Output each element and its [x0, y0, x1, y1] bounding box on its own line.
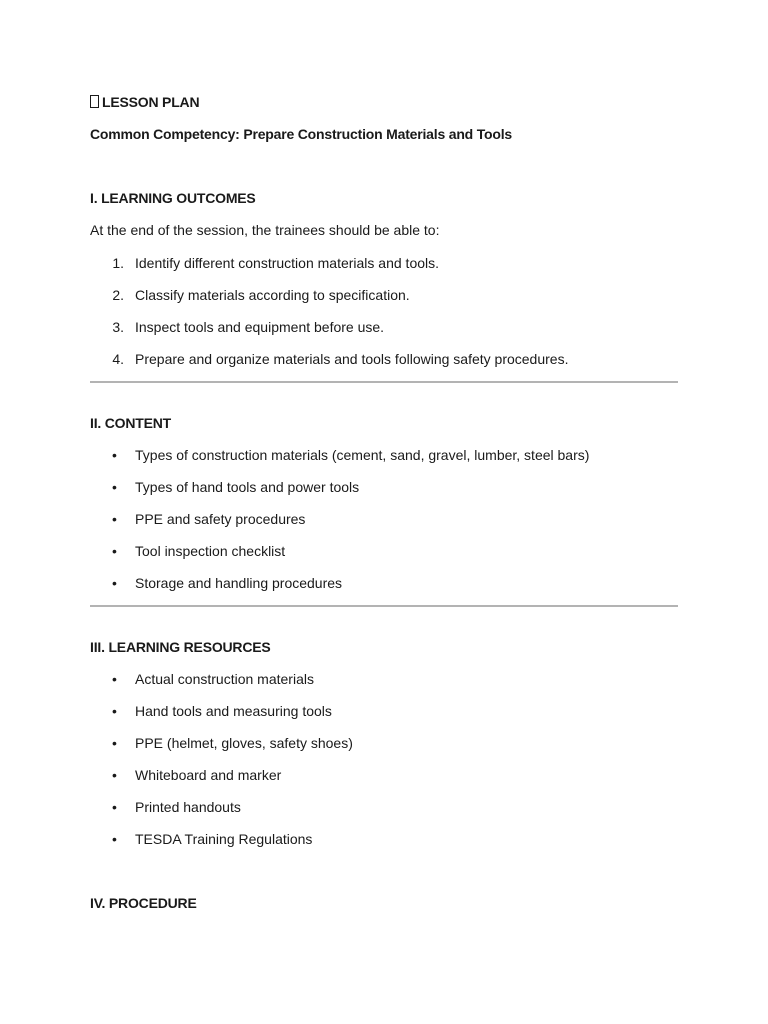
- bullet-list-item: [90, 574, 678, 592]
- bullet-icon: •: [112, 543, 117, 559]
- bullet-list-item: [90, 702, 678, 720]
- bullet-icon: •: [112, 767, 117, 783]
- section-heading-procedure: IV. PROCEDURE: [90, 895, 197, 911]
- list-item-text: Hand tools and measuring tools: [135, 703, 332, 719]
- bullet-icon: •: [112, 511, 117, 527]
- numbered-list-item: [90, 254, 678, 272]
- list-number: 1.: [112, 255, 124, 271]
- list-item-text: Whiteboard and marker: [135, 767, 282, 783]
- list-item-text: Prepare and organize materials and tools following safety procedures.: [135, 351, 569, 367]
- bullet-list-item: [90, 734, 678, 752]
- bullet-icon: •: [112, 479, 117, 495]
- numbered-list-item: [90, 286, 678, 304]
- bullet-list-item: [90, 478, 678, 496]
- bullet-list-item: [90, 510, 678, 528]
- section-heading-resources: III. LEARNING RESOURCES: [90, 639, 271, 655]
- outcomes-intro: At the end of the session, the trainees should be able to:: [90, 222, 440, 238]
- bullet-icon: •: [112, 703, 117, 719]
- section-heading-content: II. CONTENT: [90, 415, 172, 431]
- list-number: 2.: [112, 287, 124, 303]
- list-number: 4.: [112, 351, 124, 367]
- list-item-text: Storage and handling procedures: [135, 575, 343, 591]
- list-item-text: Tool inspection checklist: [135, 543, 286, 559]
- bullet-icon: •: [112, 831, 117, 847]
- section-heading-outcomes: I. LEARNING OUTCOMES: [90, 190, 256, 206]
- list-number: 3.: [112, 319, 124, 335]
- missing-glyph-box-icon: [90, 95, 99, 108]
- bullet-list-item: [90, 446, 678, 464]
- list-item-text: Types of hand tools and power tools: [135, 479, 360, 495]
- bullet-list-item: [90, 798, 678, 816]
- list-item-text: PPE and safety procedures: [135, 511, 306, 527]
- list-item-text: Inspect tools and equipment before use.: [135, 319, 385, 335]
- header-label: LESSON PLAN: [102, 94, 200, 110]
- list-item-text: Printed handouts: [135, 799, 241, 815]
- numbered-list-item: [90, 350, 678, 368]
- numbered-list-item: [90, 318, 678, 336]
- list-item-text: Classify materials according to specification.: [135, 287, 410, 303]
- document-subtitle: Common Competency: Prepare Construction Materials and Tools: [90, 126, 513, 142]
- section-divider: [90, 381, 678, 383]
- bullet-icon: •: [112, 671, 117, 687]
- bullet-list-item: [90, 670, 678, 688]
- bullet-icon: •: [112, 447, 117, 463]
- list-item-text: PPE (helmet, gloves, safety shoes): [135, 735, 353, 751]
- section-divider: [90, 605, 678, 607]
- bullet-list-item: [90, 830, 678, 848]
- list-item-text: Types of construction materials (cement, sand, gravel, lumber, steel bars): [135, 447, 590, 463]
- document-header: [90, 93, 199, 111]
- bullet-icon: •: [112, 575, 117, 591]
- list-item-text: Actual construction materials: [135, 671, 314, 687]
- bullet-list-item: [90, 766, 678, 784]
- bullet-list-item: [90, 542, 678, 560]
- list-item-text: Identify different construction materials and tools.: [135, 255, 440, 271]
- bullet-icon: •: [112, 799, 117, 815]
- list-item-text: TESDA Training Regulations: [135, 831, 313, 847]
- bullet-icon: •: [112, 735, 117, 751]
